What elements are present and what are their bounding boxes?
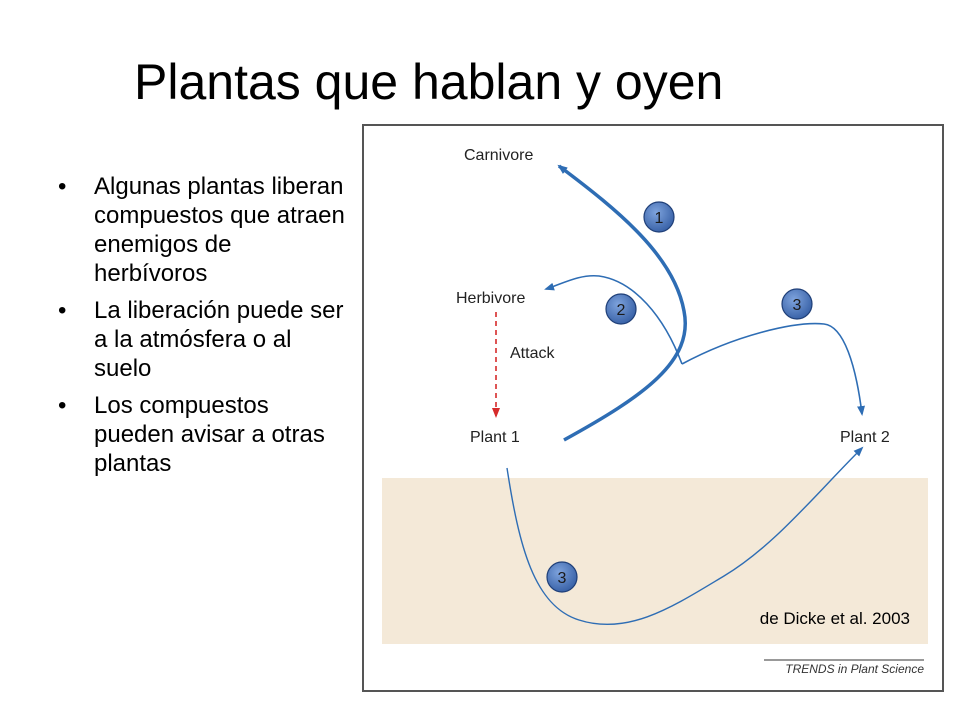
badge-1 [644,202,674,232]
plant1-label: Plant 1 [470,429,520,446]
bullet-text: Algunas plantas liberan compuestos que atraen enemigos de herbívoros [94,173,345,287]
slide-title: Plantas que hablan y oyen [134,54,724,110]
bullet-dot: • [58,173,67,200]
badge-1-number: 1 [654,210,664,227]
bullet-item [58,172,348,288]
arrow-air-to-plant2 [682,324,862,414]
carnivore-label: Carnivore [464,147,534,164]
diagram-svg [364,126,946,694]
bullet-text: Los compuestos pueden avisar a otras plantas [94,392,325,477]
badge-2-number: 2 [616,302,626,319]
bullet-item [58,296,348,383]
bullet-text: La liberación puede ser a la atmósfera o al suelo [94,297,344,382]
badge-3-air [782,289,812,319]
plant-signaling-diagram [362,124,944,692]
badge-3-soil-number: 3 [557,570,567,587]
bullet-item [58,391,348,478]
bullet-dot: • [58,297,67,324]
badge-3-air-number: 3 [792,297,802,314]
bullet-dot: • [58,392,67,419]
attack-label: Attack [510,345,555,362]
badge-2 [606,294,636,324]
badge-3-soil [547,562,577,592]
herbivore-label: Herbivore [456,290,526,307]
plant2-label: Plant 2 [840,429,890,446]
credit-text: de Dicke et al. 2003 [759,609,910,628]
bullet-list [58,172,348,486]
journal-label: TRENDS in Plant Science [785,662,924,676]
